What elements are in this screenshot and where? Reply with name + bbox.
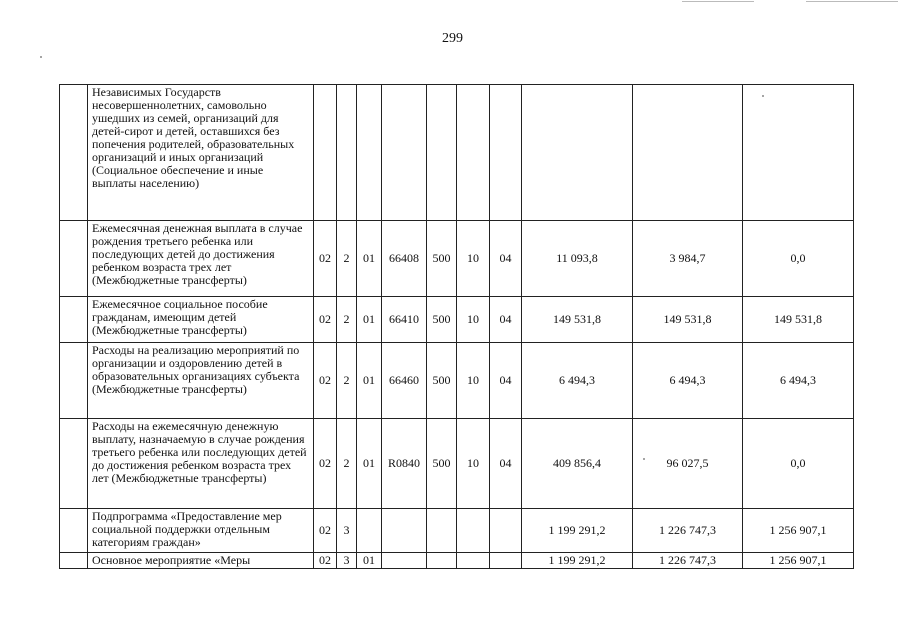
code-section: 10 <box>457 221 490 297</box>
code-subsection: 04 <box>490 221 522 297</box>
row-name: Ежемесячная денежная выплата в случае рождения третьего ребенка или последующих детей до достижения ребенком возраста трех лет (Межбюджетные трансферты) <box>88 221 314 297</box>
row-gap-cell <box>60 553 88 569</box>
code-subsection: 04 <box>490 297 522 343</box>
code-expense-type: 500 <box>427 419 457 509</box>
amount-year2 <box>633 85 743 221</box>
code-direction: 66408 <box>382 221 427 297</box>
amount-year1: 6 494,3 <box>522 343 633 419</box>
code-expense-type: 500 <box>427 297 457 343</box>
amount-year1: 1 199 291,2 <box>522 553 633 569</box>
table-body <box>60 85 854 569</box>
amount-year1 <box>522 85 633 221</box>
code-expense-type: 500 <box>427 221 457 297</box>
code-event: 01 <box>357 221 382 297</box>
code-subsection <box>490 553 522 569</box>
code-section <box>457 509 490 553</box>
amount-year1: 409 856,4 <box>522 419 633 509</box>
top-edge-line <box>682 1 754 2</box>
code-event <box>357 85 382 221</box>
row-gap-cell <box>60 419 88 509</box>
row-gap-cell <box>60 221 88 297</box>
amount-year2: 3 984,7 <box>633 221 743 297</box>
code-direction: 66460 <box>382 343 427 419</box>
code-program <box>314 85 337 221</box>
code-expense-type: 500 <box>427 343 457 419</box>
code-section: 10 <box>457 297 490 343</box>
code-subprogram: 3 <box>337 509 357 553</box>
table-row <box>60 297 854 343</box>
scan-speck <box>40 56 42 58</box>
code-subprogram: 2 <box>337 221 357 297</box>
amount-year2: 1 226 747,3 <box>633 553 743 569</box>
code-program: 02 <box>314 343 337 419</box>
amount-year3: 1 256 907,1 <box>743 553 854 569</box>
row-name: Независимых Государств несовершеннолетних, самовольно ушедших из семей, организаций для детей-сирот и детей, оставшихся без попечения родителей, образовательных организаций и иных организаций (Социальное обеспечение и иные выплаты населению) <box>88 85 314 221</box>
amount-year3: 1 256 907,1 <box>743 509 854 553</box>
code-event: 01 <box>357 419 382 509</box>
code-direction <box>382 553 427 569</box>
code-event: 01 <box>357 343 382 419</box>
budget-table <box>59 84 854 569</box>
amount-year2: 1 226 747,3 <box>633 509 743 553</box>
code-program: 02 <box>314 221 337 297</box>
code-expense-type <box>427 509 457 553</box>
amount-year2: 96 027,5 <box>633 419 743 509</box>
code-direction <box>382 509 427 553</box>
row-name: Расходы на реализацию мероприятий по организации и оздоровлению детей в образовательных организациях субъекта (Межбюджетные трансферты) <box>88 343 314 419</box>
top-edge-line <box>806 1 898 2</box>
table-row <box>60 509 854 553</box>
row-name: Расходы на ежемесячную денежную выплату, назначаемую в случае рождения третьего ребенка или последующих детей до достижения ребенком возраста трех лет (Межбюджетные трансферты) <box>88 419 314 509</box>
table-row <box>60 343 854 419</box>
row-name: Подпрограмма «Предоставление мер социальной поддержки отдельным категориям граждан» <box>88 509 314 553</box>
code-subsection <box>490 509 522 553</box>
code-subsection <box>490 85 522 221</box>
row-gap-cell <box>60 343 88 419</box>
table-row <box>60 553 854 569</box>
code-program: 02 <box>314 297 337 343</box>
amount-year2: 149 531,8 <box>633 297 743 343</box>
code-program: 02 <box>314 419 337 509</box>
code-subprogram <box>337 85 357 221</box>
table-row <box>60 221 854 297</box>
code-subprogram: 3 <box>337 553 357 569</box>
code-section: 10 <box>457 343 490 419</box>
row-name: Ежемесячное социальное пособие гражданам, имеющим детей (Межбюджетные трансферты) <box>88 297 314 343</box>
amount-year1: 149 531,8 <box>522 297 633 343</box>
code-event: 01 <box>357 297 382 343</box>
code-direction: R0840 <box>382 419 427 509</box>
code-section <box>457 553 490 569</box>
amount-year2: 6 494,3 <box>633 343 743 419</box>
code-direction: 66410 <box>382 297 427 343</box>
code-subsection: 04 <box>490 419 522 509</box>
amount-year1: 1 199 291,2 <box>522 509 633 553</box>
table-row <box>60 85 854 221</box>
code-program: 02 <box>314 509 337 553</box>
code-program: 02 <box>314 553 337 569</box>
row-name: Основное мероприятие «Меры <box>88 553 314 569</box>
code-subprogram: 2 <box>337 419 357 509</box>
code-event <box>357 509 382 553</box>
code-subprogram: 2 <box>337 297 357 343</box>
amount-year3: 6 494,3 <box>743 343 854 419</box>
table-row <box>60 419 854 509</box>
amount-year1: 11 093,8 <box>522 221 633 297</box>
code-expense-type <box>427 85 457 221</box>
code-section <box>457 85 490 221</box>
row-gap-cell <box>60 85 88 221</box>
page-number: 299 <box>442 31 463 46</box>
row-gap-cell <box>60 509 88 553</box>
amount-year3: 149 531,8 <box>743 297 854 343</box>
code-event: 01 <box>357 553 382 569</box>
code-subprogram: 2 <box>337 343 357 419</box>
code-direction <box>382 85 427 221</box>
row-gap-cell <box>60 297 88 343</box>
amount-year3: 0,0 <box>743 419 854 509</box>
code-expense-type <box>427 553 457 569</box>
code-section: 10 <box>457 419 490 509</box>
code-subsection: 04 <box>490 343 522 419</box>
amount-year3: 0,0 <box>743 221 854 297</box>
amount-year3 <box>743 85 854 221</box>
